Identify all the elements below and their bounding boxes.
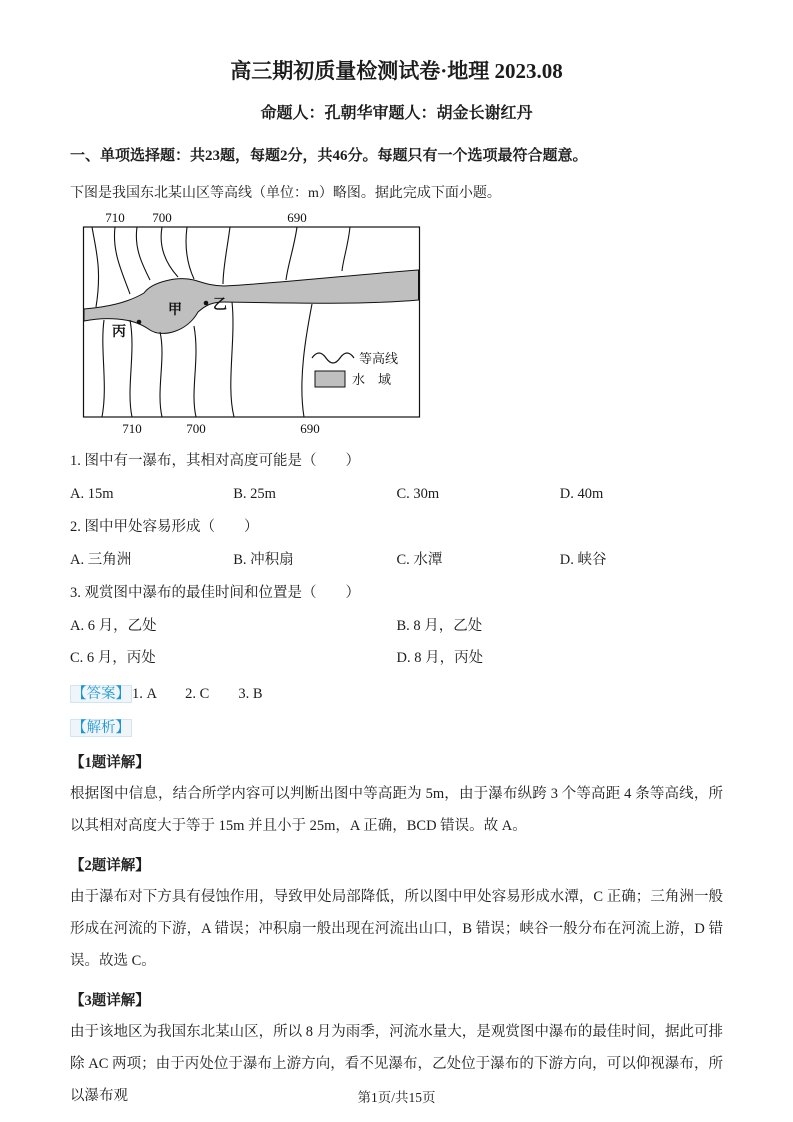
question-intro: 下图是我国东北某山区等高线（单位：m）略图。据此完成下面小题。: [70, 186, 501, 202]
question-1-stem: 1. 图中有一瀑布，其相对高度可能是（ ）: [70, 453, 360, 470]
option-item: D. 8 月，丙处: [396, 650, 484, 667]
analysis-item-2: [70, 855, 723, 977]
contour-map-figure: [82, 210, 723, 438]
page-title: 高三期初质量检测试卷·地理 2023.08: [230, 59, 563, 83]
map-bottom-label-690: 690: [300, 421, 320, 437]
detail-body-3: 由于该地区为我国东北某山区，所以 8 月为雨季，河流水量大，是观赏图中瀑布的最佳时间，据此可排除 AC 两项；由于丙处位于瀑布上游方向，看不见瀑布，乙处位于瀑布的下游方向，可以仰视瀑布，所以瀑布观: [70, 1024, 723, 1105]
option-item: B. 25m: [233, 486, 276, 503]
analysis-item-1: [70, 752, 723, 842]
question-3-options-row-1: [70, 616, 723, 636]
point-dot-bing: [137, 320, 142, 325]
analysis-label: 【解析】: [72, 720, 130, 737]
point-label-yi: 乙: [213, 298, 227, 314]
point-label-bing: 丙: [112, 325, 126, 341]
option-item: C. 水潭: [396, 552, 443, 569]
legend-contour-label: 等高线: [359, 351, 399, 367]
option-item: C. 6 月，丙处: [70, 650, 156, 667]
map-top-label-710: 710: [105, 210, 125, 226]
question-2-options: [70, 550, 723, 570]
section-header: 一、单项选择题：共23题，每题2分，共46分。每题只有一个选项最符合题意。: [70, 148, 588, 165]
question-1-options: [70, 484, 723, 504]
detail-body-2: 由于瀑布对下方具有侵蚀作用，导致甲处局部降低，所以图中甲处容易形成水潭，C 正确；三角洲一般形成在河流的下游，A 错误；冲积扇一般出现在河流出山口，B 错误；峡谷一般分布在河流上游，D 错误。故选 C。: [70, 889, 723, 970]
question-3-stem: 3. 观赏图中瀑布的最佳时间和位置是（ ）: [70, 585, 360, 602]
point-dot-yi: [204, 301, 209, 306]
detail-heading-1: 【1题详解】: [70, 755, 150, 772]
detail-heading-3: 【3题详解】: [70, 993, 150, 1010]
question-2-stem: 2. 图中甲处容易形成（ ）: [70, 519, 259, 536]
page-footer: 第1页/共15页: [357, 1090, 436, 1105]
authors-line: 命题人：孔朝华审题人：胡金长谢红丹: [260, 105, 533, 123]
map-top-label-700: 700: [152, 210, 172, 226]
question-2: [70, 517, 723, 570]
map-top-label-690: 690: [287, 210, 307, 226]
map-bottom-label-710: 710: [122, 421, 142, 437]
option-item: A. 三角洲: [70, 552, 132, 569]
question-1: [70, 451, 723, 504]
question-3: [70, 583, 723, 668]
option-item: A. 6 月，乙处: [70, 618, 157, 635]
option-item: A. 15m: [70, 486, 114, 503]
detail-body-1: 根据图中信息，结合所学内容可以判断出图中等高距为 5m，由于瀑布纵跨 3 个等高距 4 条等高线，所以其相对高度大于等于 15m 并且小于 25m，A 正确，BCD 错误。故 A。: [70, 786, 723, 835]
legend-water-label: 水 域: [352, 372, 392, 388]
detail-heading-2: 【2题详解】: [70, 858, 150, 875]
answer-line: [70, 683, 723, 705]
answer-label: 【答案】: [72, 686, 130, 703]
answer-text: 1. A 2. C 3. B: [132, 686, 263, 703]
map-bottom-label-700: 700: [186, 421, 206, 437]
analysis-line: [70, 717, 723, 739]
legend-water-swatch: [315, 371, 345, 387]
question-3-options-row-2: [70, 648, 723, 668]
option-item: B. 冲积扇: [233, 552, 294, 569]
point-label-jia: 甲: [168, 303, 182, 319]
option-item: D. 峡谷: [559, 552, 607, 569]
option-item: D. 40m: [559, 486, 604, 503]
contour-map-svg: [82, 210, 427, 438]
option-item: B. 8 月，乙处: [396, 618, 483, 635]
option-item: C. 30m: [396, 486, 440, 503]
